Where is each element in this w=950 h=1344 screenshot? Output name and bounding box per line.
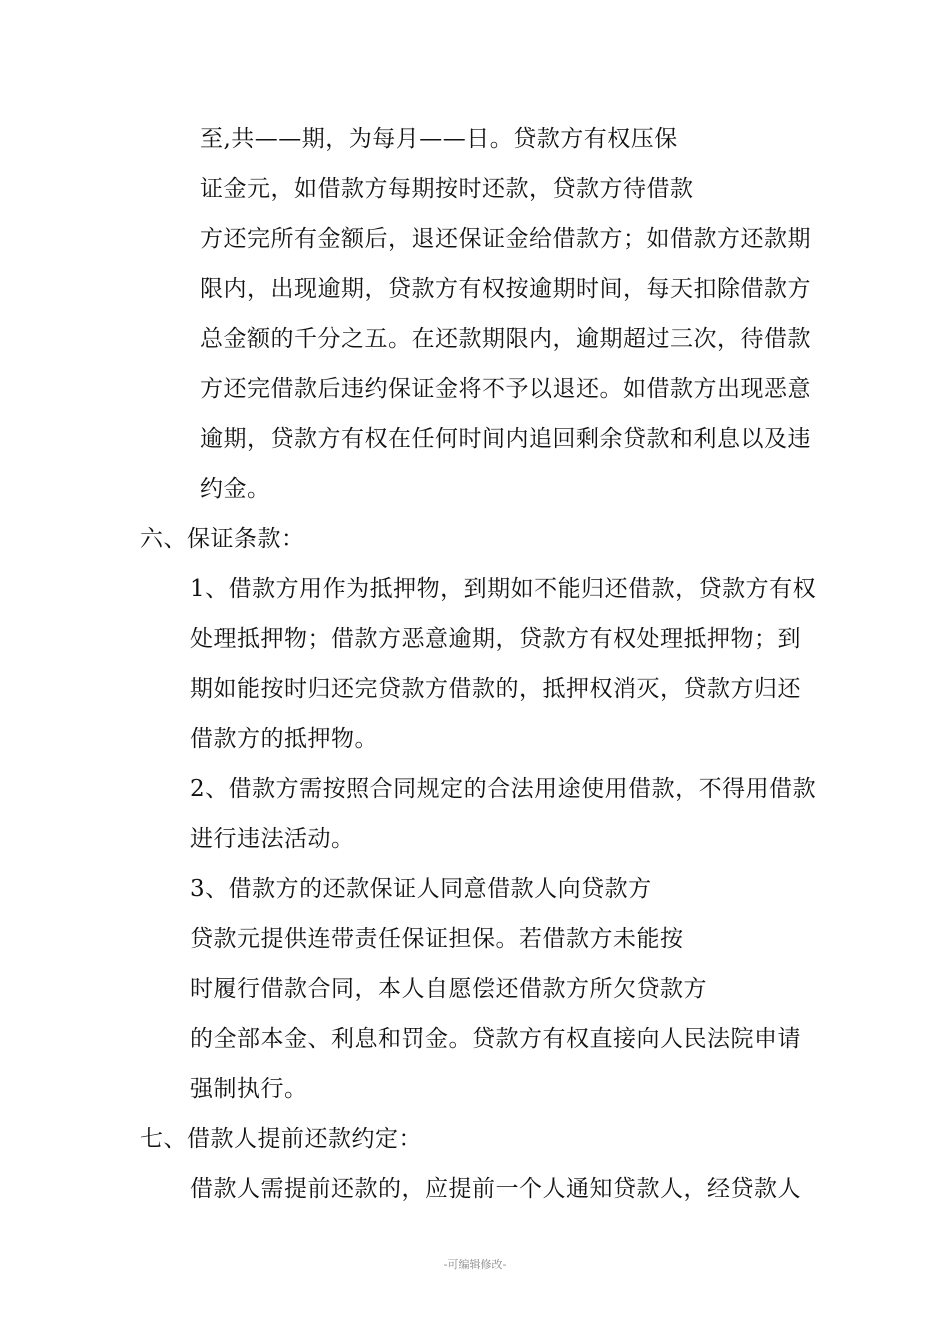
text-line: 至,共——期，为每月——日。贷款方有权压保 bbox=[200, 126, 678, 152]
text-line: 的全部本金、利息和罚金。贷款方有权直接向人民法院申请 bbox=[190, 1026, 801, 1052]
text-line: 1、借款方用作为抵押物，到期如不能归还借款，贷款方有权 bbox=[190, 576, 817, 602]
section-heading-6: 六、保证条款： bbox=[140, 526, 305, 552]
text-line: 方还完借款后违约保证金将不予以退还。如借款方出现恶意 bbox=[200, 376, 811, 402]
text-line: 时履行借款合同，本人自愿偿还借款方所欠贷款方 bbox=[190, 976, 707, 1002]
text-line: 证金元，如借款方每期按时还款，贷款方待借款 bbox=[200, 176, 694, 202]
text-line: 处理抵押物；借款方恶意逾期，贷款方有权处理抵押物；到 bbox=[190, 626, 801, 652]
text-line: 约金。 bbox=[200, 476, 271, 502]
text-line: 方还完所有金额后，退还保证金给借款方；如借款方还款期 bbox=[200, 226, 811, 252]
text-line: 限内，出现逾期，贷款方有权按逾期时间，每天扣除借款方 bbox=[200, 276, 811, 302]
text-line: 借款人需提前还款的，应提前一个人通知贷款人，经贷款人 bbox=[190, 1176, 801, 1202]
text-line: 逾期，贷款方有权在任何时间内追回剩余贷款和利息以及违 bbox=[200, 426, 811, 452]
text-line: 总金额的千分之五。在还款期限内，逾期超过三次，待借款 bbox=[200, 326, 811, 352]
text-line: 3、借款方的还款保证人同意借款人向贷款方 bbox=[190, 876, 652, 902]
text-line: 借款方的抵押物。 bbox=[190, 726, 378, 752]
text-line: 贷款元提供连带责任保证担保。若借款方未能按 bbox=[190, 926, 684, 952]
text-line: 期如能按时归还完贷款方借款的，抵押权消灭，贷款方归还 bbox=[190, 676, 801, 702]
text-line: 2、借款方需按照合同规定的合法用途使用借款，不得用借款 bbox=[190, 776, 817, 802]
text-line: 强制执行。 bbox=[190, 1076, 308, 1102]
section-heading-7: 七、借款人提前还款约定： bbox=[140, 1126, 422, 1152]
page-footer: -可编辑修改- bbox=[443, 1258, 507, 1271]
text-line: 进行违法活动。 bbox=[190, 826, 355, 852]
